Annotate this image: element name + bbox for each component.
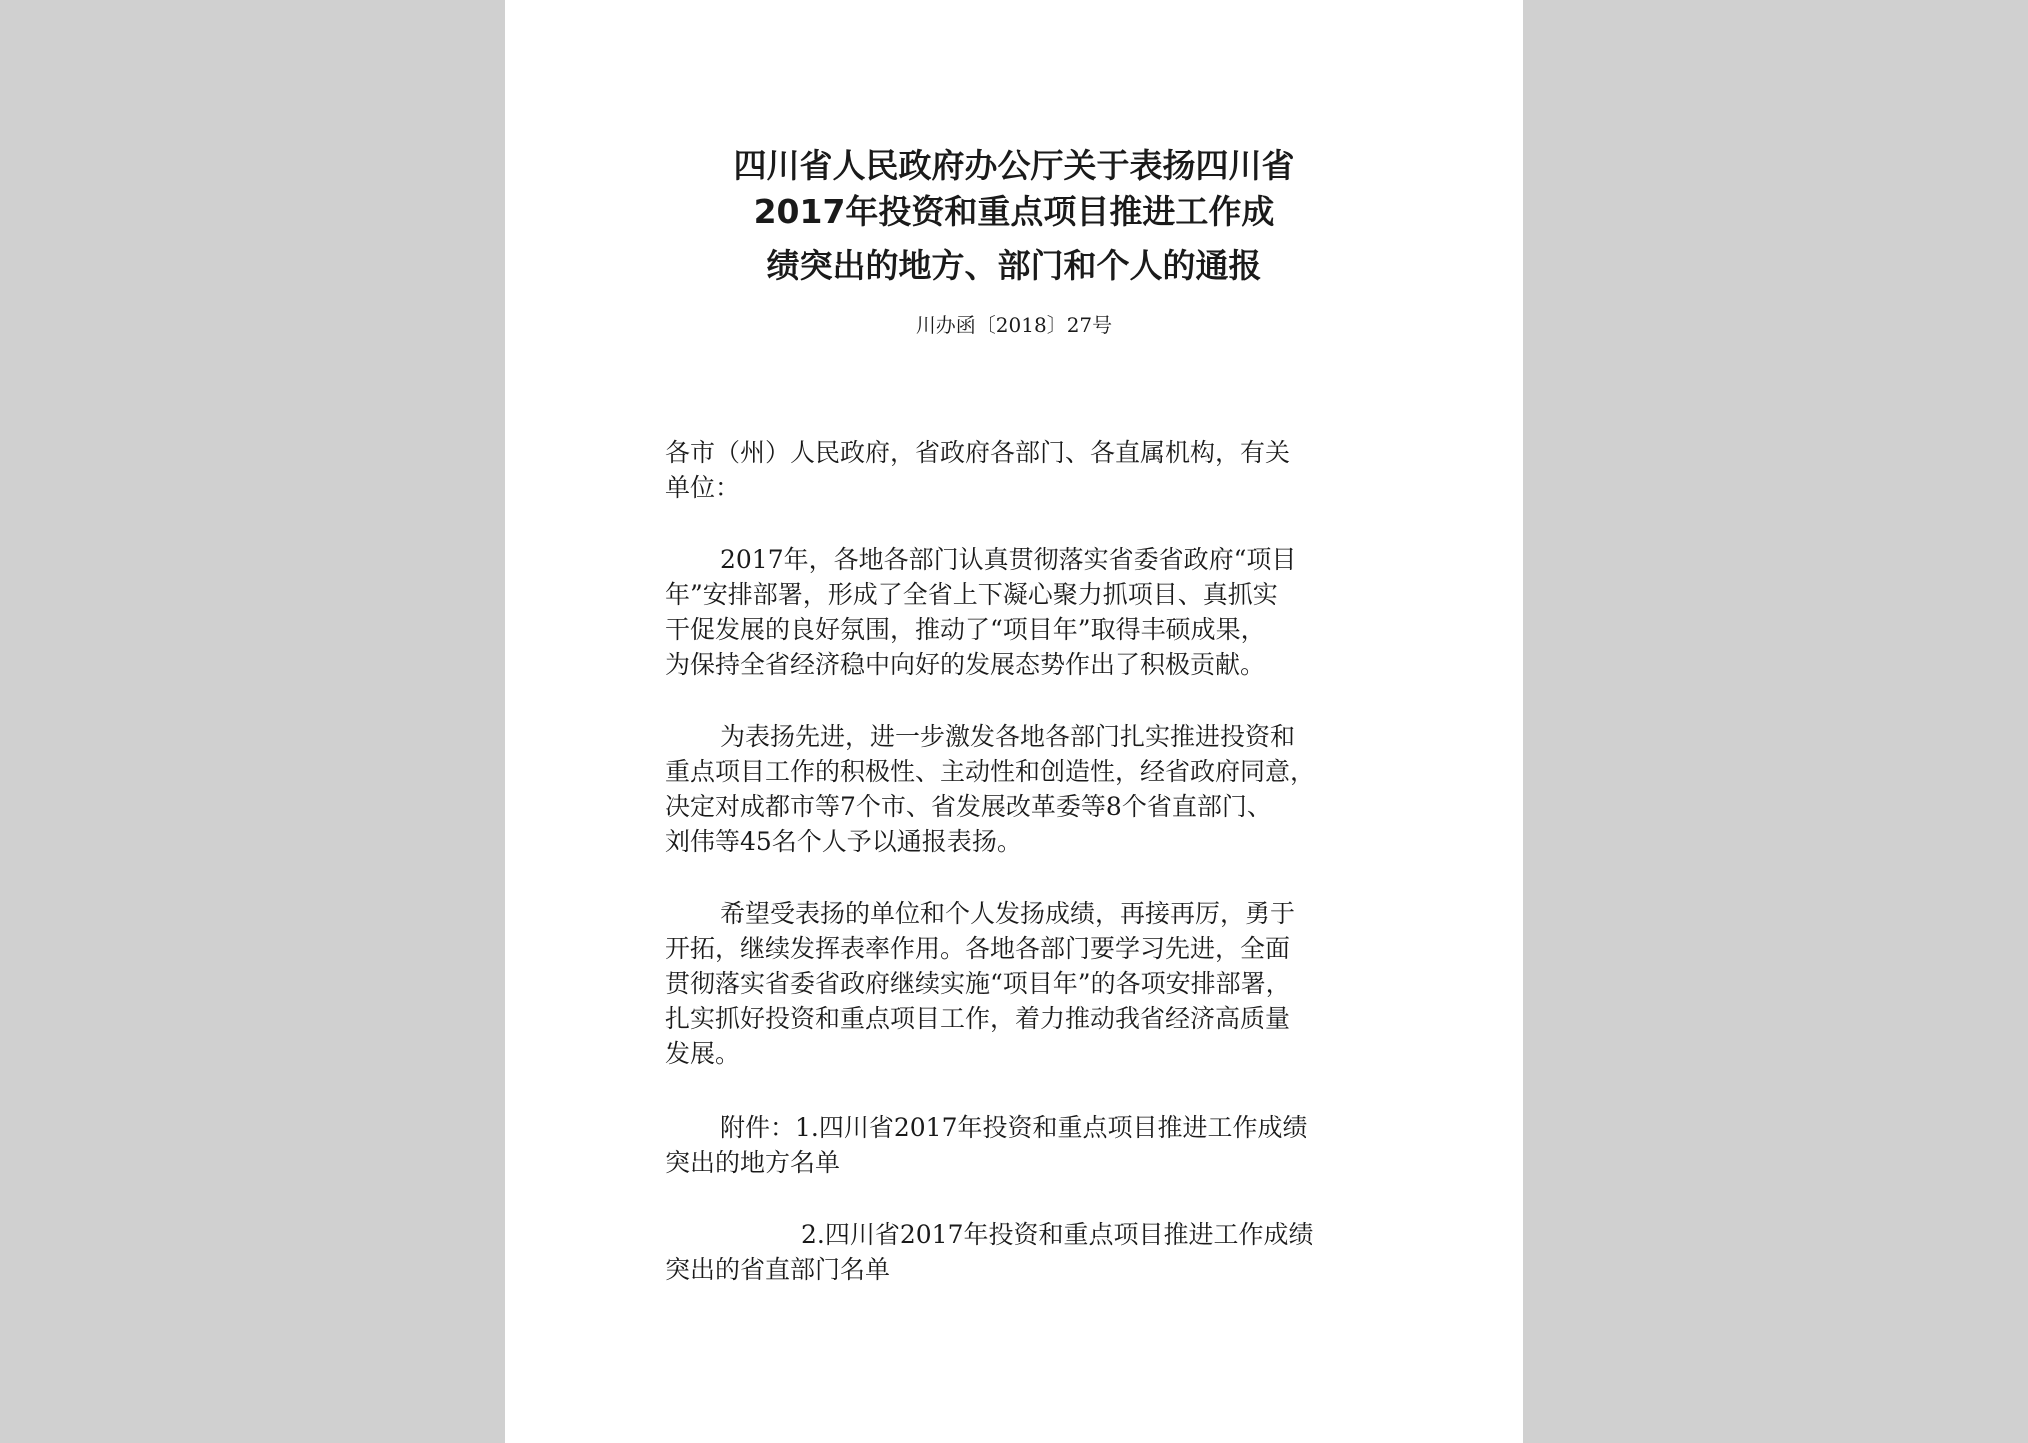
para2-line-2: 重点项目工作的积极性、主动性和创造性，经省政府同意， [665, 757, 1316, 786]
para2-line-3: 决定对成都市等7个市、省发展改革委等8个省直部门、 [665, 792, 1272, 821]
doc-title-line-3: 绩突出的地方、部门和个人的通报 [766, 246, 1262, 285]
para2-line-4: 刘伟等45名个人予以通报表扬。 [665, 827, 1022, 856]
para3-line-4: 扎实抓好投资和重点项目工作，着力推动我省经济高质量 [665, 1004, 1291, 1033]
salutation-line-2: 单位： [665, 473, 741, 502]
attachment-2-line-1: 2.四川省2017年投资和重点项目推进工作成绩 [801, 1220, 1314, 1249]
para1-line-1: 2017年，各地各部门认真贯彻落实省委省政府“项目 [720, 545, 1297, 574]
document-page [505, 0, 1523, 1443]
para2-line-1: 为表扬先进，进一步激发各地各部门扎实推进投资和 [720, 722, 1296, 751]
attachment-1-line-2: 突出的地方名单 [665, 1148, 841, 1177]
doc-number: 川办函〔2018〕27号 [915, 313, 1113, 337]
doc-title-line-1: 四川省人民政府办公厅关于表扬四川省 [733, 146, 1295, 185]
para1-line-2: 年”安排部署，形成了全省上下凝心聚力抓项目、真抓实 [665, 580, 1278, 609]
doc-title-line-2: 2017年投资和重点项目推进工作成 [753, 192, 1275, 231]
attachment-1-line-1: 附件：1.四川省2017年投资和重点项目推进工作成绩 [720, 1113, 1308, 1142]
para3-line-3: 贯彻落实省委省政府继续实施“项目年”的各项安排部署， [665, 969, 1291, 998]
para1-line-3: 干促发展的良好氛围，推动了“项目年”取得丰硕成果， [665, 615, 1266, 644]
attachment-2-line-2: 突出的省直部门名单 [665, 1255, 891, 1284]
para3-line-1: 希望受表扬的单位和个人发扬成绩，再接再厉，勇于 [720, 899, 1296, 928]
para1-line-4: 为保持全省经济稳中向好的发展态势作出了积极贡献。 [665, 650, 1266, 679]
para3-line-5: 发展。 [665, 1039, 741, 1068]
para3-line-2: 开拓，继续发挥表率作用。各地各部门要学习先进，全面 [665, 934, 1291, 963]
salutation-line-1: 各市（州）人民政府，省政府各部门、各直属机构，有关 [665, 438, 1291, 467]
